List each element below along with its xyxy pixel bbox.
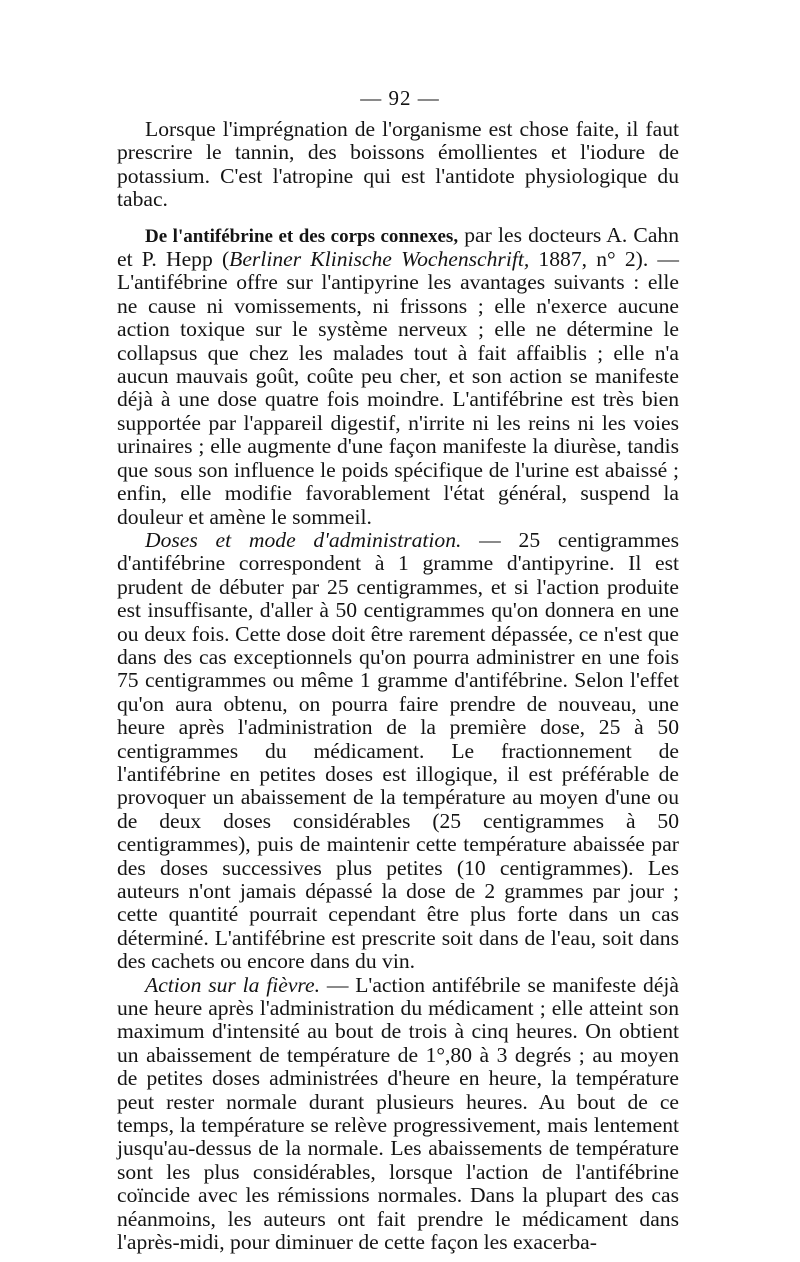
subsection-heading: Doses et mode d'administration. bbox=[145, 527, 462, 552]
paragraph-antifebrine-review bbox=[117, 224, 679, 529]
subsection-heading: Action sur la fièvre. bbox=[145, 972, 320, 997]
body-text bbox=[117, 118, 679, 1255]
paragraph-fever-action bbox=[117, 974, 679, 1255]
paragraph-text: 1887, n° 2). — L'antifébrine offre sur l'antipyrine les avantages suivants : elle ne cause ni vomissements, ni frissons ; elle n'exerce aucune action toxique sur le système nerveux ; elle ne détermine le collapsus que chez les malades tout à fait affaiblis ; elle n'a aucun mauvais goût, coûte peu cher, et son action se manifeste déjà à une dose quatre fois moindre. L'antifébrine est très bien supportée par l'appareil digestif, n'irrite ni les reins ni les voies urinaires ; elle augmente d'une façon manifeste la diurèse, tandis que sous son influence le poids spécifique de l'urine est abaissé ; enfin, elle modifie favorablement l'état général, suspend la douleur et amène le sommeil. bbox=[117, 247, 680, 529]
paragraph-tobacco-treatment bbox=[117, 118, 679, 212]
paragraph-doses bbox=[117, 529, 679, 974]
paragraph-text: — L'action antifébrile se manifeste déjà une heure après l'administration du médicament ; elle atteint son maximum d'intensité au bout de trois à cinq heures. On obtient un abaissement de température de 1°,80 à 3 degrés ; au moyen de petites doses administrées d'heure en heure, la température peut rester normale durant plusieurs heures. Au bout de ce temps, la température se relève progressivement, mais lentement jusqu'au-dessus de la normale. Les abaissements de température sont les plus considérables, lorsque l'action de l'antifébrine coïncide avec les rémissions normales. Dans la plupart des cas néanmoins, les auteurs ont fait prendre le médicament dans l'après-midi, pour diminuer de cette façon les exacerba- bbox=[117, 972, 679, 1255]
journal-title: Berliner Klinische Wochenschrift, bbox=[229, 247, 530, 272]
paragraph-text: Lorsque l'imprégnation de l'organisme est chose faite, il faut prescrire le tannin, des boissons émollientes et l'iodure de potassium. C'est l'atropine qui est l'antidote physiologique du tabac. bbox=[117, 117, 679, 212]
section-heading: De l'antifébrine et des corps connexes, bbox=[145, 225, 459, 247]
paragraph-text: par les docteurs A. Cahn et P. Hepp ( bbox=[117, 222, 680, 272]
page-number: — 92 — bbox=[360, 86, 440, 110]
paragraph-text: — 25 centigrammes d'antifébrine correspondent à 1 gramme d'antipyrine. Il est prudent de débuter par 25 centigrammes, et si l'action produite est insuffisante, d'aller à 50 centigrammes qu'on donnera en une ou deux fois. Cette dose doit être rarement dépassée, ce n'est que dans des cas exceptionnels qu'on pourra administrer en une fois 75 centigrammes ou même 1 gramme d'antifébrine. Selon l'effet qu'on aura obtenu, on pourra faire prendre de nouveau, une heure après l'administration de la première dose, 25 à 50 centigrammes du médicament. Le fractionnement de l'antifébrine en petites doses est illogique, il est préférable de provoquer un abaissement de la température au moyen d'une ou de deux doses considérables (25 centigrammes à 50 centigrammes), puis de maintenir cette température abaissée par des doses successives plus petites (10 centigrammes). Les auteurs n'ont jamais dépassé la dose de 2 grammes par jour ; cette quantité pourrait cependant être plus forte dans un cas déterminé. L'antifébrine est prescrite soit dans de l'eau, soit dans des cachets ou encore dans du vin. bbox=[117, 527, 680, 974]
